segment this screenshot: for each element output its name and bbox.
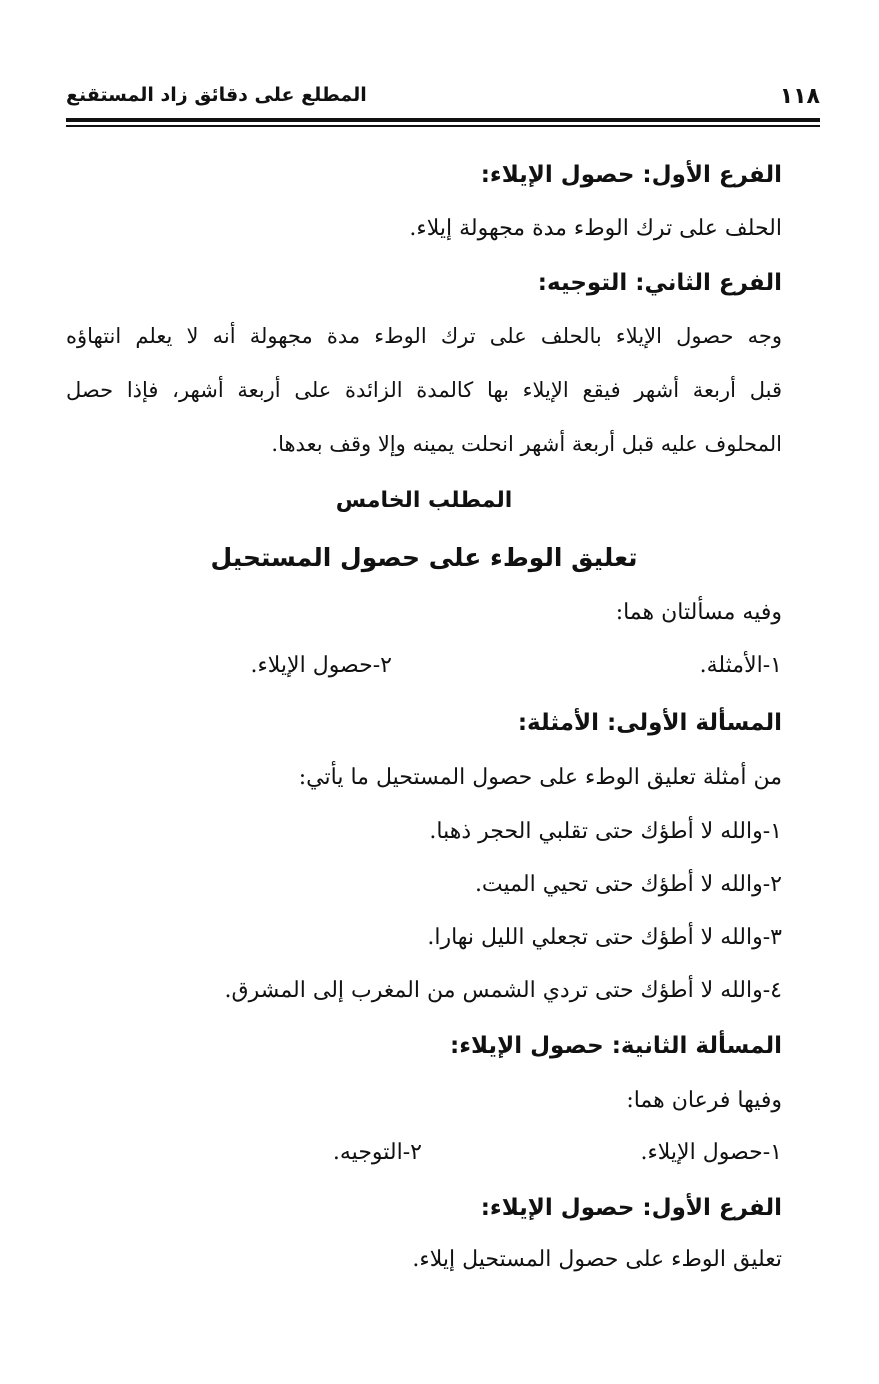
issue1-heading: المسألة الأولى: الأمثلة: xyxy=(517,710,782,736)
branch2-heading: الفرع الثاني: التوجيه: xyxy=(537,270,782,296)
header-rule-thick xyxy=(66,118,820,122)
issues-intro: وفيه مسألتان هما: xyxy=(615,600,782,625)
branch1b-heading: الفرع الأول: حصول الإيلاء: xyxy=(480,1195,782,1221)
issue2-heading: المسألة الثانية: حصول الإيلاء: xyxy=(450,1033,782,1059)
example-4: ٤-والله لا أطؤك حتى تردي الشمس من المغرب إلى المشرق. xyxy=(224,978,782,1003)
running-title: المطلع على دقائق زاد المستقنع xyxy=(66,84,367,106)
branch1-text: الحلف على ترك الوطء مدة مجهولة إيلاء. xyxy=(409,216,782,241)
paragraph-line-2: قبل أربعة أشهر فيقع الإيلاء بها كالمدة الزائدة على أربعة أشهر، فإذا حصل xyxy=(66,378,782,402)
example-1: ١-والله لا أطؤك حتى تقلبي الحجر ذهبا. xyxy=(429,819,782,844)
example-2: ٢-والله لا أطؤك حتى تحيي الميت. xyxy=(474,872,782,897)
examples-intro: من أمثلة تعليق الوطء على حصول المستحيل ما يأتي: xyxy=(298,765,782,790)
branch-item-2: ٢-التوجيه. xyxy=(332,1140,422,1165)
branches-intro: وفيها فرعان هما: xyxy=(626,1088,782,1113)
issue-item-2: ٢-حصول الإيلاء. xyxy=(250,653,392,678)
section-subtitle: تعليق الوطء على حصول المستحيل xyxy=(210,543,638,572)
branch1-heading: الفرع الأول: حصول الإيلاء: xyxy=(480,162,782,188)
branch-item-1: ١-حصول الإيلاء. xyxy=(640,1140,782,1165)
paragraph-line-1: وجه حصول الإيلاء بالحلف على ترك الوطء مدة مجهولة أنه لا يعلم انتهاؤه xyxy=(66,324,782,348)
example-3: ٣-والله لا أطؤك حتى تجعلي الليل نهارا. xyxy=(427,925,782,950)
page-number: ١١٨ xyxy=(779,84,820,109)
page-header xyxy=(66,78,820,114)
section-title: المطلب الخامس xyxy=(335,488,513,513)
branch1b-text: تعليق الوطء على حصول المستحيل إيلاء. xyxy=(412,1247,782,1272)
paragraph-line-3: المحلوف عليه قبل أربعة أشهر انحلت يمينه وإلا وقف بعدها. xyxy=(271,432,782,456)
issue-item-1: ١-الأمثلة. xyxy=(699,653,782,678)
header-rule-thin xyxy=(66,125,820,127)
